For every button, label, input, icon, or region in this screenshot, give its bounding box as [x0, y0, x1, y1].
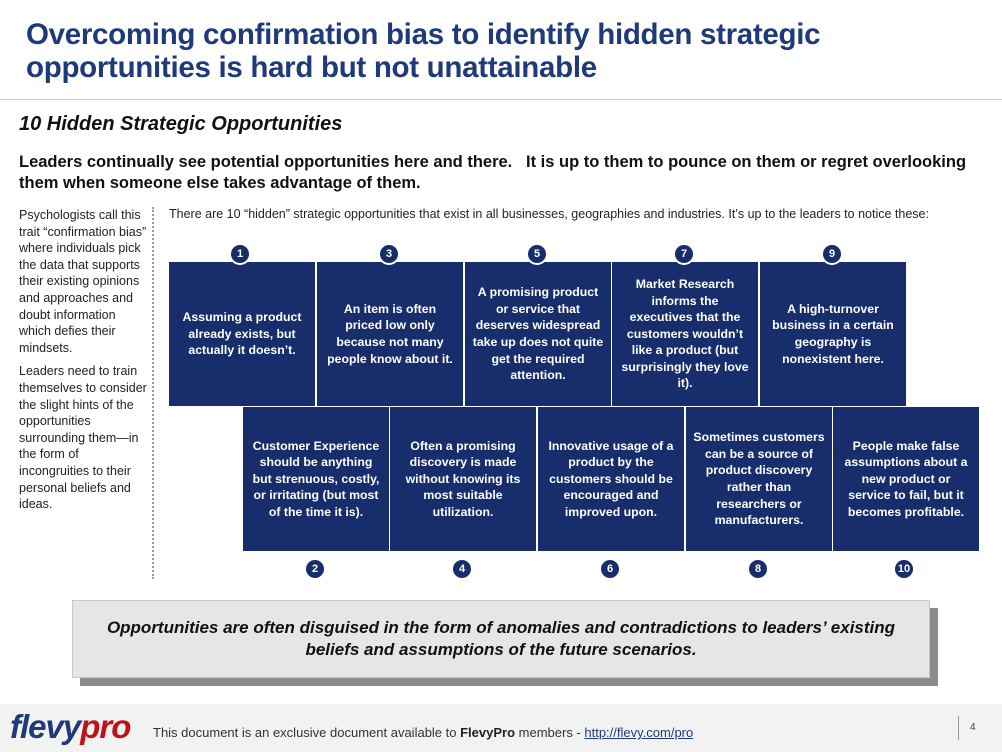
sidebar-paragraph-1: Psychologists call this trait “confirmation bias” where individuals pick the data that supports their existing opinions and approaches and doubt information which defies their mindsets.	[19, 208, 147, 355]
opportunity-text: Customer Experience should be anything but strenuous, costly, or irritating (but most of the time it is).	[252, 438, 380, 519]
number-badge-10: 10	[893, 558, 915, 580]
callout-box	[72, 600, 930, 678]
opportunity-piece-10	[833, 407, 979, 551]
number-badge-3: 3	[378, 243, 400, 265]
opportunity-piece-3	[317, 262, 463, 406]
sidebar-notes	[19, 207, 147, 520]
number-badge-2: 2	[304, 558, 326, 580]
opportunity-text: A high-turnover business in a certain geography is nonexistent here.	[772, 301, 894, 366]
opportunity-piece-1	[169, 262, 315, 406]
opportunity-text: People make false assumptions about a new product or service to fail, but it becomes profitable.	[844, 438, 968, 519]
opportunity-piece-9	[760, 262, 906, 406]
opportunity-piece-5	[465, 262, 611, 406]
number-badge-1: 1	[229, 243, 251, 265]
opportunity-piece-7	[612, 262, 758, 406]
opportunity-text: Sometimes customers can be a source of product discovery rather than researchers or manufacturers.	[693, 430, 825, 528]
section-subtitle: 10 Hidden Strategic Opportunities	[19, 113, 343, 135]
logo-flevy: flevy	[10, 708, 81, 745]
opportunity-text: Assuming a product already exists, but actually it doesn’t.	[182, 310, 302, 358]
opportunity-text: An item is often priced low only because not many people know about it.	[327, 301, 453, 366]
title-bar	[0, 0, 1002, 100]
page-title: Overcoming confirmation bias to identify hidden strategic opportunities is hard but not unattainable	[26, 18, 821, 84]
intro-text: There are 10 “hidden” strategic opportunities that exist in all businesses, geographies and industries. It’s up to the leaders to notice these:	[169, 207, 929, 221]
number-badge-8: 8	[747, 558, 769, 580]
footer-link[interactable]: http://flevy.com/pro	[584, 725, 694, 740]
sidebar-paragraph-2: Leaders need to train themselves to consider the slight hints of the opportunities surrounding them—in the form of incongruities to their personal beliefs and ideas.	[19, 364, 147, 512]
opportunity-piece-6	[538, 407, 684, 551]
footer-text-middle: members -	[515, 725, 585, 740]
opportunity-piece-2	[243, 407, 389, 551]
lead-statement: Leaders continually see potential opportunities here and there. It is up to them to pounce on them or regret overlooking them when someone else takes advantage of them.	[19, 153, 971, 192]
opportunity-text: Innovative usage of a product by the customers should be encouraged and improved upon.	[548, 438, 674, 519]
page-number-divider	[958, 716, 959, 740]
page-number: 4	[970, 722, 976, 733]
opportunity-text: Market Research informs the executives that the customers wouldn’t like a product (but surprisingly they love it).	[621, 276, 749, 391]
number-badge-6: 6	[599, 558, 621, 580]
number-badge-5: 5	[526, 243, 548, 265]
footer-brand: FlevyPro	[460, 725, 516, 740]
dotted-divider	[152, 207, 154, 579]
opportunity-piece-8	[686, 407, 832, 551]
number-badge-4: 4	[451, 558, 473, 580]
opportunity-text: A promising product or service that deserves widespread take up does not quite get the required attention.	[472, 285, 604, 383]
number-badge-9: 9	[821, 243, 843, 265]
footer-text	[153, 725, 693, 740]
number-badge-7: 7	[673, 243, 695, 265]
logo-pro: pro	[80, 708, 131, 745]
flevypro-logo	[10, 707, 130, 747]
callout-text: Opportunities are often disguised in the form of anomalies and contradictions to leaders’ existing beliefs and assumptions of the future scenarios.	[106, 618, 896, 659]
footer-text-before: This document is an exclusive document available to	[153, 725, 461, 740]
opportunity-text: Often a promising discovery is made without knowing its most suitable utilization.	[405, 438, 521, 519]
opportunity-piece-4	[390, 407, 536, 551]
